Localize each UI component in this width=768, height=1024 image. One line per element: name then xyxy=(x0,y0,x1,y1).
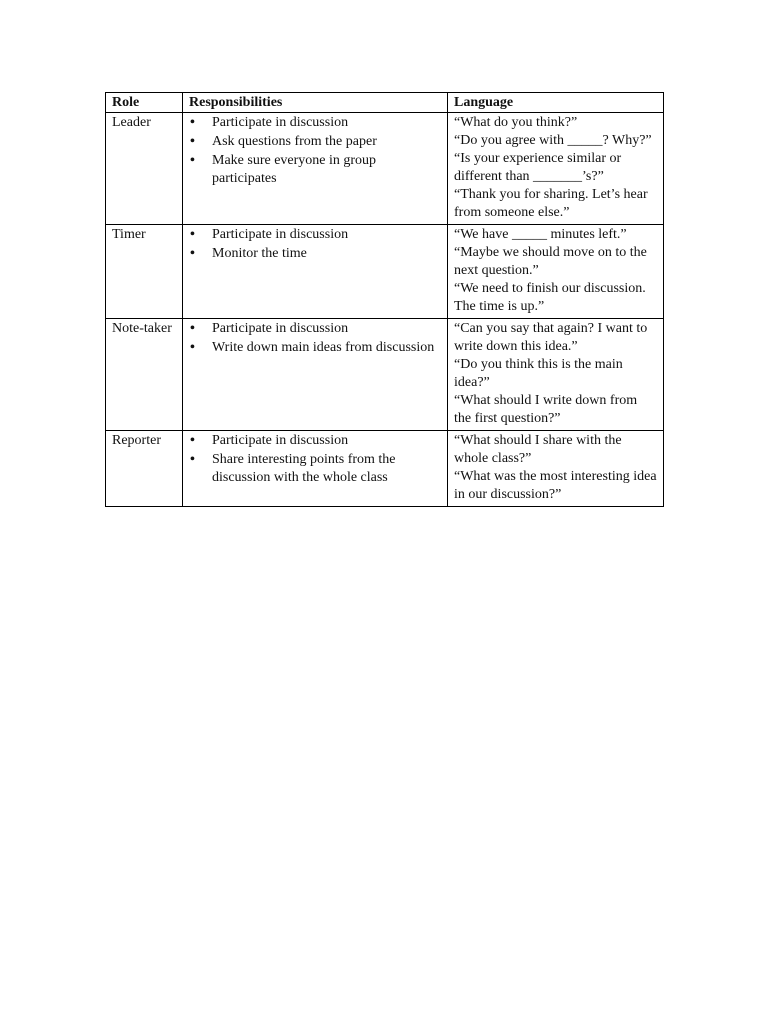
bullet-icon: • xyxy=(190,153,195,168)
language-cell xyxy=(448,319,664,431)
header-language: Language xyxy=(448,93,664,113)
table-row xyxy=(106,431,664,507)
list-item xyxy=(189,320,441,338)
language-phrase: “We have _____ minutes left.” xyxy=(454,227,627,242)
list-item xyxy=(189,245,441,263)
language-phrase: “What should I write down from the first question?” xyxy=(454,393,638,426)
language-phrase: “What was the most interesting idea in our discussion?” xyxy=(454,469,657,502)
bullet-icon: • xyxy=(190,340,195,355)
responsibilities-cell xyxy=(183,319,448,431)
language-phrase: “What should I share with the whole class?” xyxy=(454,433,622,466)
language-cell xyxy=(448,225,664,319)
bullet-icon: • xyxy=(190,246,195,261)
responsibility-list xyxy=(189,432,441,487)
language-cell xyxy=(448,113,664,225)
language-phrase: “What do you think?” xyxy=(454,115,578,130)
language-phrase: “Do you think this is the main idea?” xyxy=(454,357,623,390)
language-phrase: “Is your experience similar or different than _______’s?” xyxy=(454,151,622,184)
responsibilities-cell xyxy=(183,225,448,319)
header-responsibilities: Responsibilities xyxy=(183,93,448,113)
responsibility-text: Monitor the time xyxy=(212,246,307,261)
list-item xyxy=(189,226,441,244)
table-row xyxy=(106,225,664,319)
bullet-icon: • xyxy=(190,321,195,336)
responsibility-list xyxy=(189,226,441,263)
list-item xyxy=(189,114,441,132)
responsibility-text: Participate in discussion xyxy=(212,115,349,130)
role-cell: Note-taker xyxy=(106,319,183,431)
bullet-icon: • xyxy=(190,227,195,242)
role-cell: Reporter xyxy=(106,431,183,507)
language-phrase: “We need to finish our discussion. The time is up.” xyxy=(454,281,646,314)
header-row xyxy=(106,93,664,113)
table-row xyxy=(106,113,664,225)
responsibility-list xyxy=(189,320,441,357)
responsibilities-cell xyxy=(183,431,448,507)
language-cell xyxy=(448,431,664,507)
responsibility-text: Participate in discussion xyxy=(212,227,349,242)
language-phrase: “Maybe we should move on to the next question.” xyxy=(454,245,647,278)
bullet-icon: • xyxy=(190,452,195,467)
bullet-icon: • xyxy=(190,115,195,130)
header-role: Role xyxy=(106,93,183,113)
table-row xyxy=(106,319,664,431)
list-item xyxy=(189,339,441,357)
responsibilities-cell xyxy=(183,113,448,225)
responsibility-list xyxy=(189,114,441,188)
bullet-icon: • xyxy=(190,433,195,448)
language-phrase: “Thank you for sharing. Let’s hear from someone else.” xyxy=(454,187,648,220)
language-phrase: “Can you say that again? I want to write down this idea.” xyxy=(454,321,648,354)
responsibility-text: Write down main ideas from discussion xyxy=(212,340,435,355)
role-cell: Leader xyxy=(106,113,183,225)
language-phrase: “Do you agree with _____? Why?” xyxy=(454,133,652,148)
role-cell: Timer xyxy=(106,225,183,319)
responsibility-text: Make sure everyone in group participates xyxy=(212,153,377,186)
responsibility-text: Participate in discussion xyxy=(212,433,349,448)
list-item xyxy=(189,152,441,188)
responsibility-text: Share interesting points from the discussion with the whole class xyxy=(212,452,396,485)
responsibility-text: Participate in discussion xyxy=(212,321,349,336)
list-item xyxy=(189,451,441,487)
responsibility-text: Ask questions from the paper xyxy=(212,134,377,149)
roles-table xyxy=(105,92,664,507)
list-item xyxy=(189,133,441,151)
list-item xyxy=(189,432,441,450)
bullet-icon: • xyxy=(190,134,195,149)
